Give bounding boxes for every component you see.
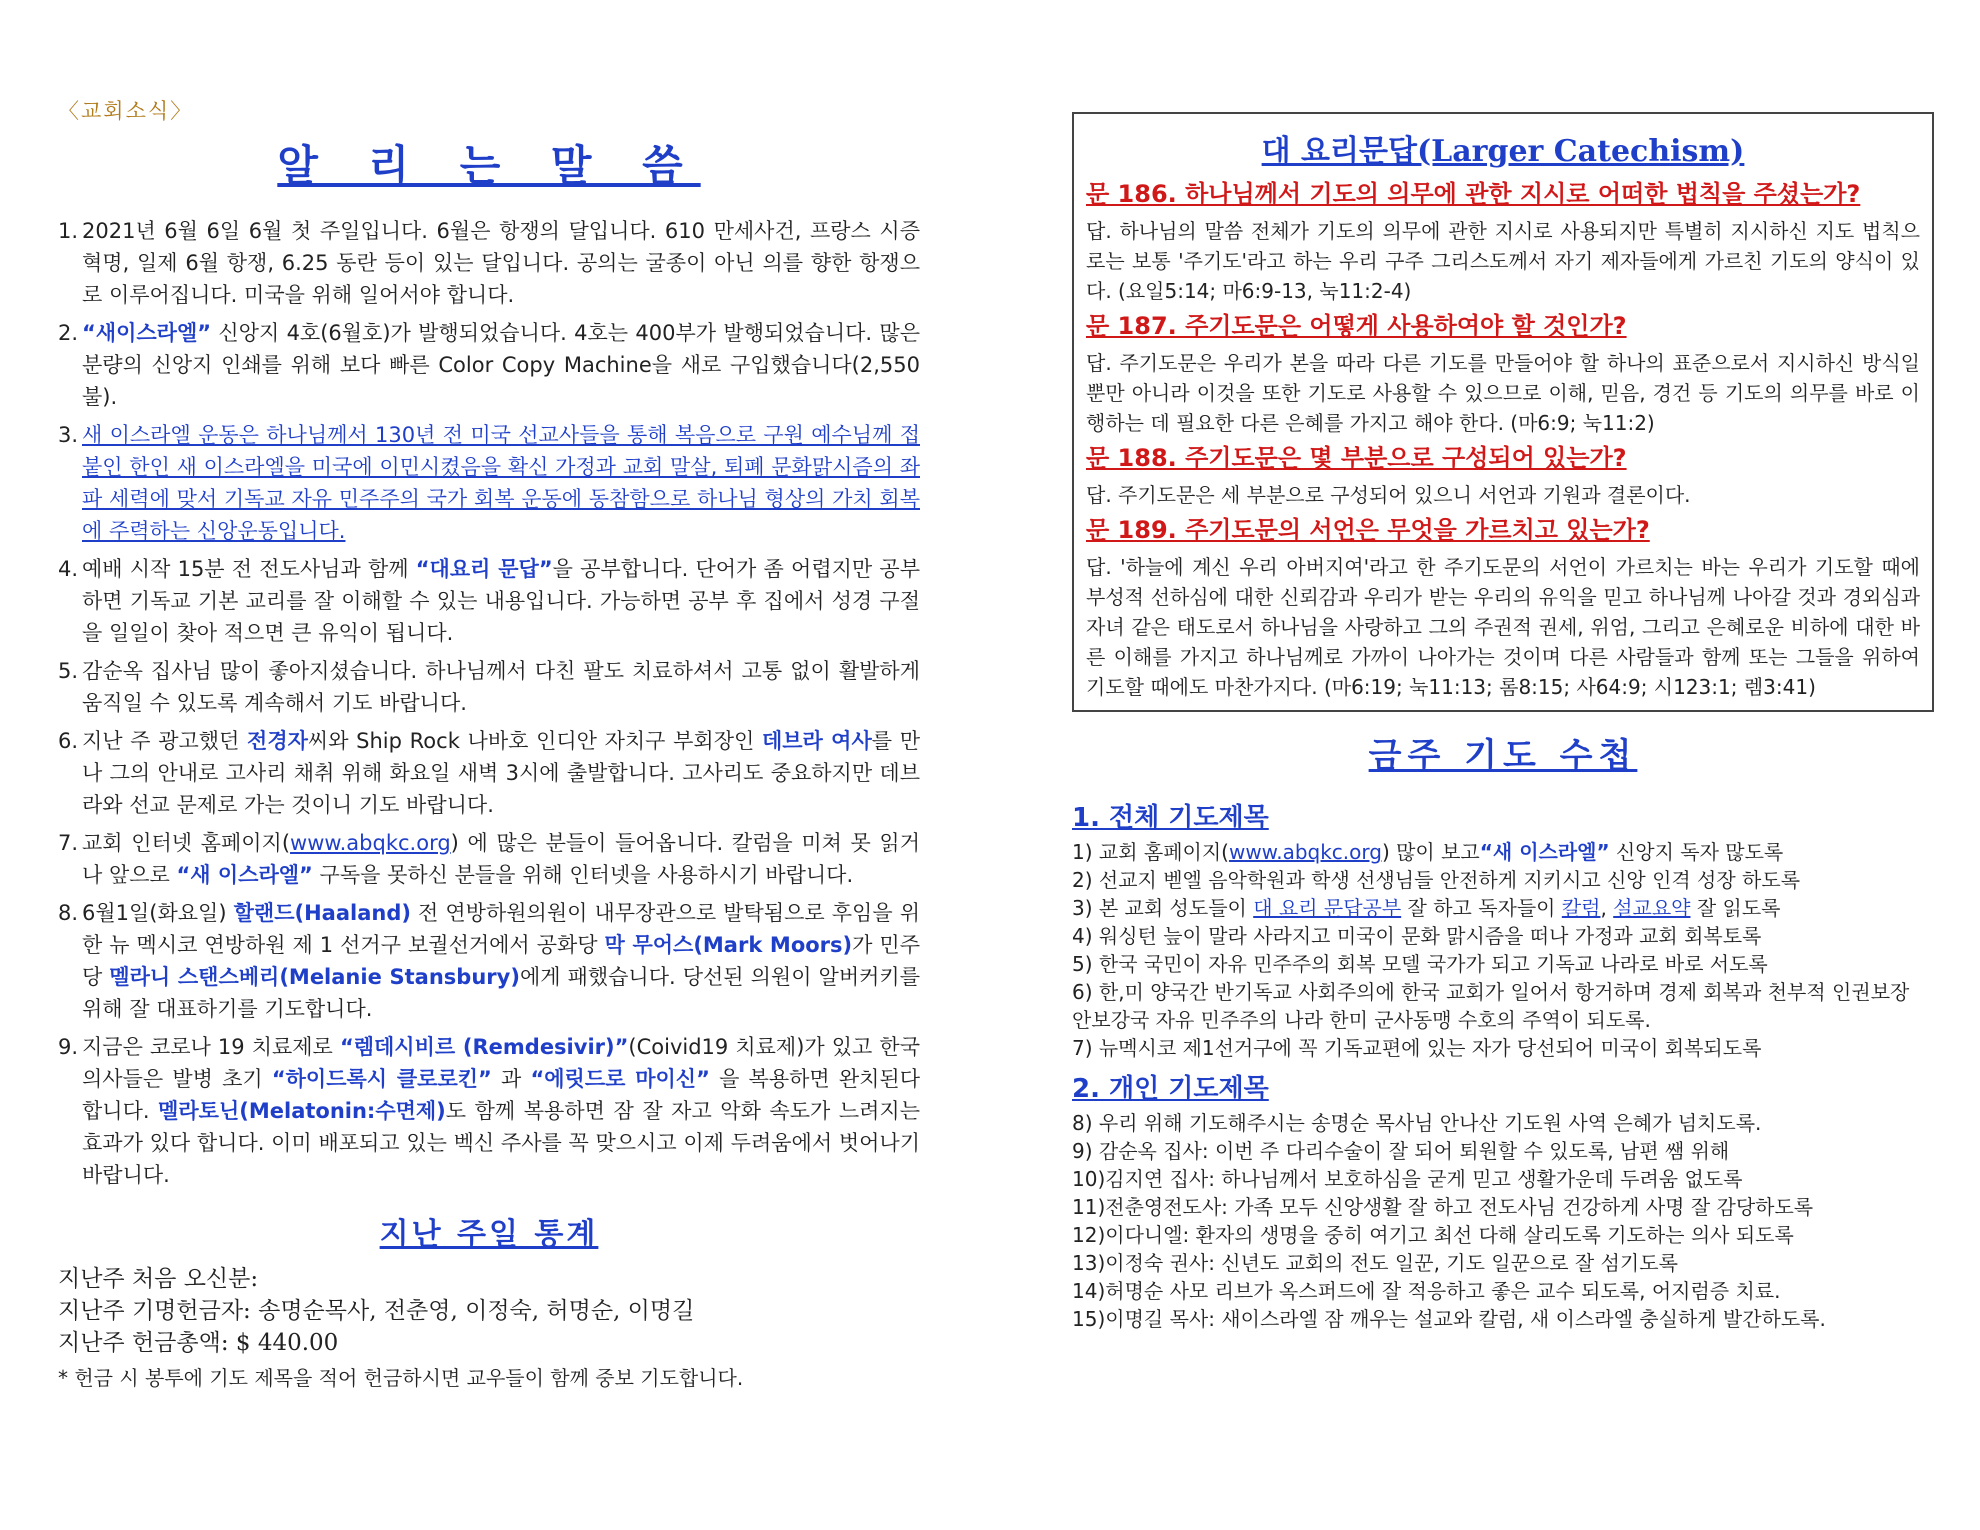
text-run: “하이드록시 클로로킨” (271, 1067, 492, 1091)
text-run: ) 에 많은 분들이 들어옵니다. 칼럼을 미쳐 못 읽거나 앞으로 (82, 831, 920, 887)
announcement-item (58, 655, 920, 719)
text-run: 신앙지 독자 많도록 (1609, 840, 1784, 864)
text-run: , (1600, 896, 1614, 920)
announcement-item (58, 317, 920, 413)
prayer-item (1072, 838, 1934, 866)
prayer-item (1072, 866, 1934, 894)
item-number: 5. (58, 659, 79, 683)
item-number: 4. (58, 557, 79, 581)
stats-title: 지난 주일 통계 (379, 1217, 599, 1252)
text-run: (Coivid19 치료제)가 있고 한국 의사들은 발병 초기 (82, 1035, 920, 1091)
section-tag: 〈교회소식〉 (58, 99, 194, 123)
catechism-title: 대 요리문답(Larger Catechism) (1261, 134, 1745, 169)
text-run: 2021년 6월 6일 6월 첫 주일입니다. 6월은 항쟁의 달입니다. 610 만세사건, 프랑스 시증 혁명, 일제 6월 항쟁, 6.25 동란 등이 있는 달입니다. 공의는 굴종이 아닌 의를 향한 항쟁으로 이루어집니다. 미국을 위해 일어서야 합니다. (82, 219, 920, 307)
homepage-link[interactable]: www.abqkc.org (290, 831, 451, 855)
qa-188 (1086, 442, 1920, 510)
text-run: 을 공부합니다. 단어가 좀 어렵지만 공부하면 기독교 기본 교리를 잘 이해할 수 있는 내용입니다. 가능하면 공부 후 집에서 성경 구절을 일일이 찾아 적으면 큰 유익이 됩니다. (82, 557, 920, 645)
text-run: 대 요리 문답공부 (1253, 896, 1402, 920)
group1-list (1072, 838, 1934, 1062)
text-run: 구독을 못하신 분들을 위해 인터넷을 사용하시기 바랍니다. (312, 863, 854, 887)
prayer-item (1072, 950, 1934, 978)
item-number: 9. (58, 1035, 79, 1059)
text-run: 과 (491, 1067, 531, 1091)
text-run: “새 이스라엘” (1479, 840, 1610, 864)
text-run: 5) 한국 국민이 자유 민주주의 회복 모델 국가가 되고 기독교 나라로 바로 서도록 (1072, 952, 1768, 976)
qa-187 (1086, 310, 1920, 438)
qa-189 (1086, 514, 1920, 702)
item-number: 8. (58, 901, 79, 925)
text-run: 잘 읽도록 (1690, 896, 1781, 920)
prayer-item: 8) 우리 위해 기도해주시는 송명순 목사님 안나산 기도원 사역 은혜가 넘치도록. (1072, 1111, 1762, 1135)
text-run: 를 만나 그의 안내로 고사리 채취 위해 화요일 새벽 3시에 출발합니다. 고사리도 중요하지만 데브라와 선교 문제로 가는 것이니 기도 바랍니다. (82, 729, 920, 817)
text-run: “새 이스라엘” (176, 863, 313, 887)
text-run: 전경자 (247, 729, 308, 753)
group1-title: 1. 전체 기도제목 (1072, 803, 1269, 833)
text-run: 새 이스라엘 운동은 하나님께서 130년 전 미국 선교사들을 통해 복음으로 구원 예수님께 접붙인 한인 새 이스라엘을 미국에 이민시켰음을 확신 가정과 교회 말살, 퇴폐 문화맑시즘의 좌파 세력에 맞서 기독교 자유 민주주의 국가 회복 운동에 동참함으로 하나님 형상의 가치 회복에 주력하는 신앙운동입니다. (82, 423, 920, 543)
item-number: 7. (58, 831, 79, 855)
text-run: 6) 한,미 양국간 반기독교 사회주의에 한국 교회가 일어서 항거하며 경제 회복과 천부적 인권보장 안보강국 자유 민주주의 나라 한미 군사동맹 수호의 주역이 되도록. (1072, 980, 1910, 1032)
prayer-item: 11)전춘영전도사: 가족 모두 신앙생활 잘 하고 전도사님 건강하게 사명 잘 감당하도록 (1072, 1195, 1814, 1219)
prayer-item (1072, 978, 1934, 1034)
prayer-item (1072, 894, 1934, 922)
stat-offering-total: 지난주 헌금총액: $ 440.00 (58, 1330, 339, 1356)
answer: 답. 하나님의 말씀 전체가 기도의 의무에 관한 지시로 사용되지만 특별히 지시하신 지도 법칙으로는 보통 '주기도'라고 하는 우리 구주 그리스도께서 자기 제자들에게 가르친 기도의 양식이 있다. (요일5:14; 마6:9-13, 눅11:2-4) (1086, 219, 1920, 303)
item-number: 3. (58, 423, 79, 447)
text-run: 지금은 코로나 19 치료제로 (82, 1035, 340, 1059)
item-number: 6. (58, 729, 79, 753)
text-run: 감순옥 집사님 많이 좋아지셨습니다. 하나님께서 다친 팔도 치료하셔서 고통 없이 활발하게 움직일 수 있도록 계속해서 기도 바랍니다. (82, 659, 920, 715)
prayer-title: 금주 기도 수첩 (1368, 736, 1638, 776)
announcement-item (58, 215, 920, 311)
text-run: 3) 본 교회 성도들이 (1072, 896, 1254, 920)
prayer-item (1072, 1034, 1934, 1062)
text-run: 도 함께 복용하면 잠 잘 자고 악화 속도가 느려지는 효과가 있다 합니다. 이미 배포되고 있는 벡신 주사를 꼭 맞으시고 이제 두려움에서 벗어나기 바랍니다. (82, 1099, 920, 1187)
announcement-item (58, 553, 920, 649)
question: 문 188. 주기도문은 몇 부분으로 구성되어 있는가? (1086, 444, 1627, 472)
catechism-box (1072, 112, 1934, 712)
right-column (1072, 112, 1934, 1333)
text-run: 2) 선교지 벧엘 음악학원과 학생 선생님들 안전하게 지키시고 신앙 인격 성장 하도록 (1072, 868, 1801, 892)
prayer-item: 10)김지연 집사: 하나님께서 보호하심을 굳게 믿고 생활가운데 두려움 없도록 (1072, 1167, 1743, 1191)
text-run: 1) 교회 홈페이지( (1072, 840, 1229, 864)
text-run: 잘 하고 독자들이 (1401, 896, 1562, 920)
question: 문 186. 하나님께서 기도의 의무에 관한 지시로 어떠한 법칙을 주셨는가? (1086, 180, 1861, 208)
text-run: 설교요약 (1613, 896, 1691, 920)
text-run: 지난 주 광고했던 (82, 729, 248, 753)
text-run: 7) 뉴멕시코 제1선거구에 꼭 기독교편에 있는 자가 당선되어 미국이 회복되도록 (1072, 1036, 1762, 1060)
answer: 답. 주기도문은 우리가 본을 따라 다른 기도를 만들어야 할 하나의 표준으로서 지시하신 방식일 뿐만 아니라 이것을 또한 기도로 사용할 수 있으므로 이해, 믿음, 경건 등 기도의 의무를 바로 이행하는 데 필요한 다른 은혜를 가지고 해야 한다. (마6:9; 눅11:2) (1086, 351, 1920, 435)
answer: 답. 주기도문은 세 부분으로 구성되어 있으니 서언과 기원과 결론이다. (1086, 483, 1691, 507)
text-run: “에릿드로 마이신” (530, 1067, 710, 1091)
announcements-title: 알 리 는 말 씀 (277, 141, 701, 190)
qa-186 (1086, 178, 1920, 306)
item-number: 1. (58, 219, 79, 243)
text-run: 을 복용하면 완치된다 합니다. (82, 1067, 920, 1123)
text-run: “새이스라엘” (82, 321, 212, 345)
prayer-item: 13)이정숙 권사: 신년도 교회의 전도 일꾼, 기도 일꾼으로 잘 섬기도록 (1072, 1251, 1678, 1275)
text-run: 신앙지 4호(6월호)가 발행되었습니다. 4호는 400부가 발행되었습니다. 많은 분량의 신앙지 인쇄를 위해 보다 빠른 Color Copy Machine을 새로 구입했습니다(2,550불). (82, 321, 920, 409)
homepage-link[interactable]: www.abqkc.org (1228, 840, 1382, 864)
text-run: 데브라 여사 (761, 729, 872, 753)
text-run: 에게 패했습니다. 당선된 의원이 알버커키를 위해 잘 대표하기를 기도합니다. (82, 965, 920, 1021)
text-run: 멜라토닌(Melatonin:수면제) (158, 1099, 446, 1123)
text-run: 할랜드(Haaland) (233, 901, 411, 925)
text-run: 막 무어스(Mark Moors) (604, 933, 853, 957)
question: 문 187. 주기도문은 어떻게 사용하여야 할 것인가? (1086, 312, 1627, 340)
text-run: 멜라니 스탠스베리(Melanie Stansbury) (109, 965, 520, 989)
question: 문 189. 주기도문의 서언은 무엇을 가르치고 있는가? (1086, 516, 1650, 544)
prayer-item: 12)이다니엘: 환자의 생명을 중히 여기고 최선 다해 살리도록 기도하는 의사 되도록 (1072, 1223, 1794, 1247)
text-run: 칼럼 (1561, 896, 1601, 920)
answer: 답. '하늘에 계신 우리 아버지여'라고 한 주기도문의 서언이 가르치는 바는 우리가 기도할 때에 부성적 선하심에 대한 신뢰감과 우리가 받는 우리의 유익을 믿고 하나님께 나아갈 것과 경외심과 자녀 같은 태도로서 하나님을 사랑하고 그의 주권적 권세, 위엄, 그리고 은혜로운 비하에 대한 바른 이해를 가지고 하나님께로 가까이 나아가는 것이며 다른 사람들과 함께 또는 그들을 위하여 기도할 때에도 마찬가지다. (마6:19; 눅11:13; 롬8:15; 사64:9; 시123:1; 렘3:41) (1086, 555, 1920, 699)
announcement-item (58, 1031, 920, 1191)
offering-note: * 헌금 시 봉투에 기도 제목을 적어 헌금하시면 교우들이 함께 중보 기도합니다. (58, 1366, 744, 1390)
prayer-item (1072, 922, 1934, 950)
group2-title: 2. 개인 기도제목 (1072, 1074, 1269, 1104)
announcements-list (58, 215, 920, 1191)
prayer-item: 9) 감순옥 집사: 이번 주 다리수술이 잘 되어 퇴원할 수 있도록, 남편 쌤 위해 (1072, 1139, 1730, 1163)
announcement-item (58, 827, 920, 891)
text-run: “대요리 문답” (415, 557, 553, 581)
text-run: 예배 시작 15분 전 전도사님과 함께 (82, 557, 416, 581)
text-run: 교회 인터넷 홈페이지( (82, 831, 291, 855)
stat-first-visitors: 지난주 처음 오신분: (58, 1266, 259, 1292)
text-run: 전 연방하원의원이 내무장관으로 발탁됨으로 후임을 위한 뉴 멕시코 연방하원 제 1 선거구 보궐선거에서 공화당 (82, 901, 920, 957)
prayer-item: 15)이명길 목사: 새이스라엘 잠 깨우는 설교와 칼럼, 새 이스라엘 충실하게 발간하도록. (1072, 1307, 1826, 1331)
announcement-item (58, 725, 920, 821)
stats-block (58, 1263, 920, 1359)
text-run: 씨와 Ship Rock 나바호 인디안 자치구 부회장인 (307, 729, 762, 753)
left-column (58, 95, 920, 1393)
group2-list (1072, 1109, 1934, 1333)
item-number: 2. (58, 321, 79, 345)
announcement-item (58, 419, 920, 547)
text-run: 가 민주당 (82, 933, 920, 989)
text-run: ) 많이 보고 (1381, 840, 1480, 864)
stat-named-donors: 지난주 기명헌금자: 송명순목사, 전춘영, 이정숙, 허명순, 이명길 (58, 1298, 695, 1324)
text-run: 4) 워싱턴 늪이 말라 사라지고 미국이 문화 맑시즘을 떠나 가정과 교회 회복토록 (1072, 924, 1762, 948)
text-run: 6월1일(화요일) (82, 901, 234, 925)
announcement-item (58, 897, 920, 1025)
text-run: “렘데시비르 (Remdesivir)” (339, 1035, 629, 1059)
prayer-item: 14)허명순 사모 리브가 옥스퍼드에 잘 적응하고 좋은 교수 되도록, 어지럼증 치료. (1072, 1279, 1781, 1303)
